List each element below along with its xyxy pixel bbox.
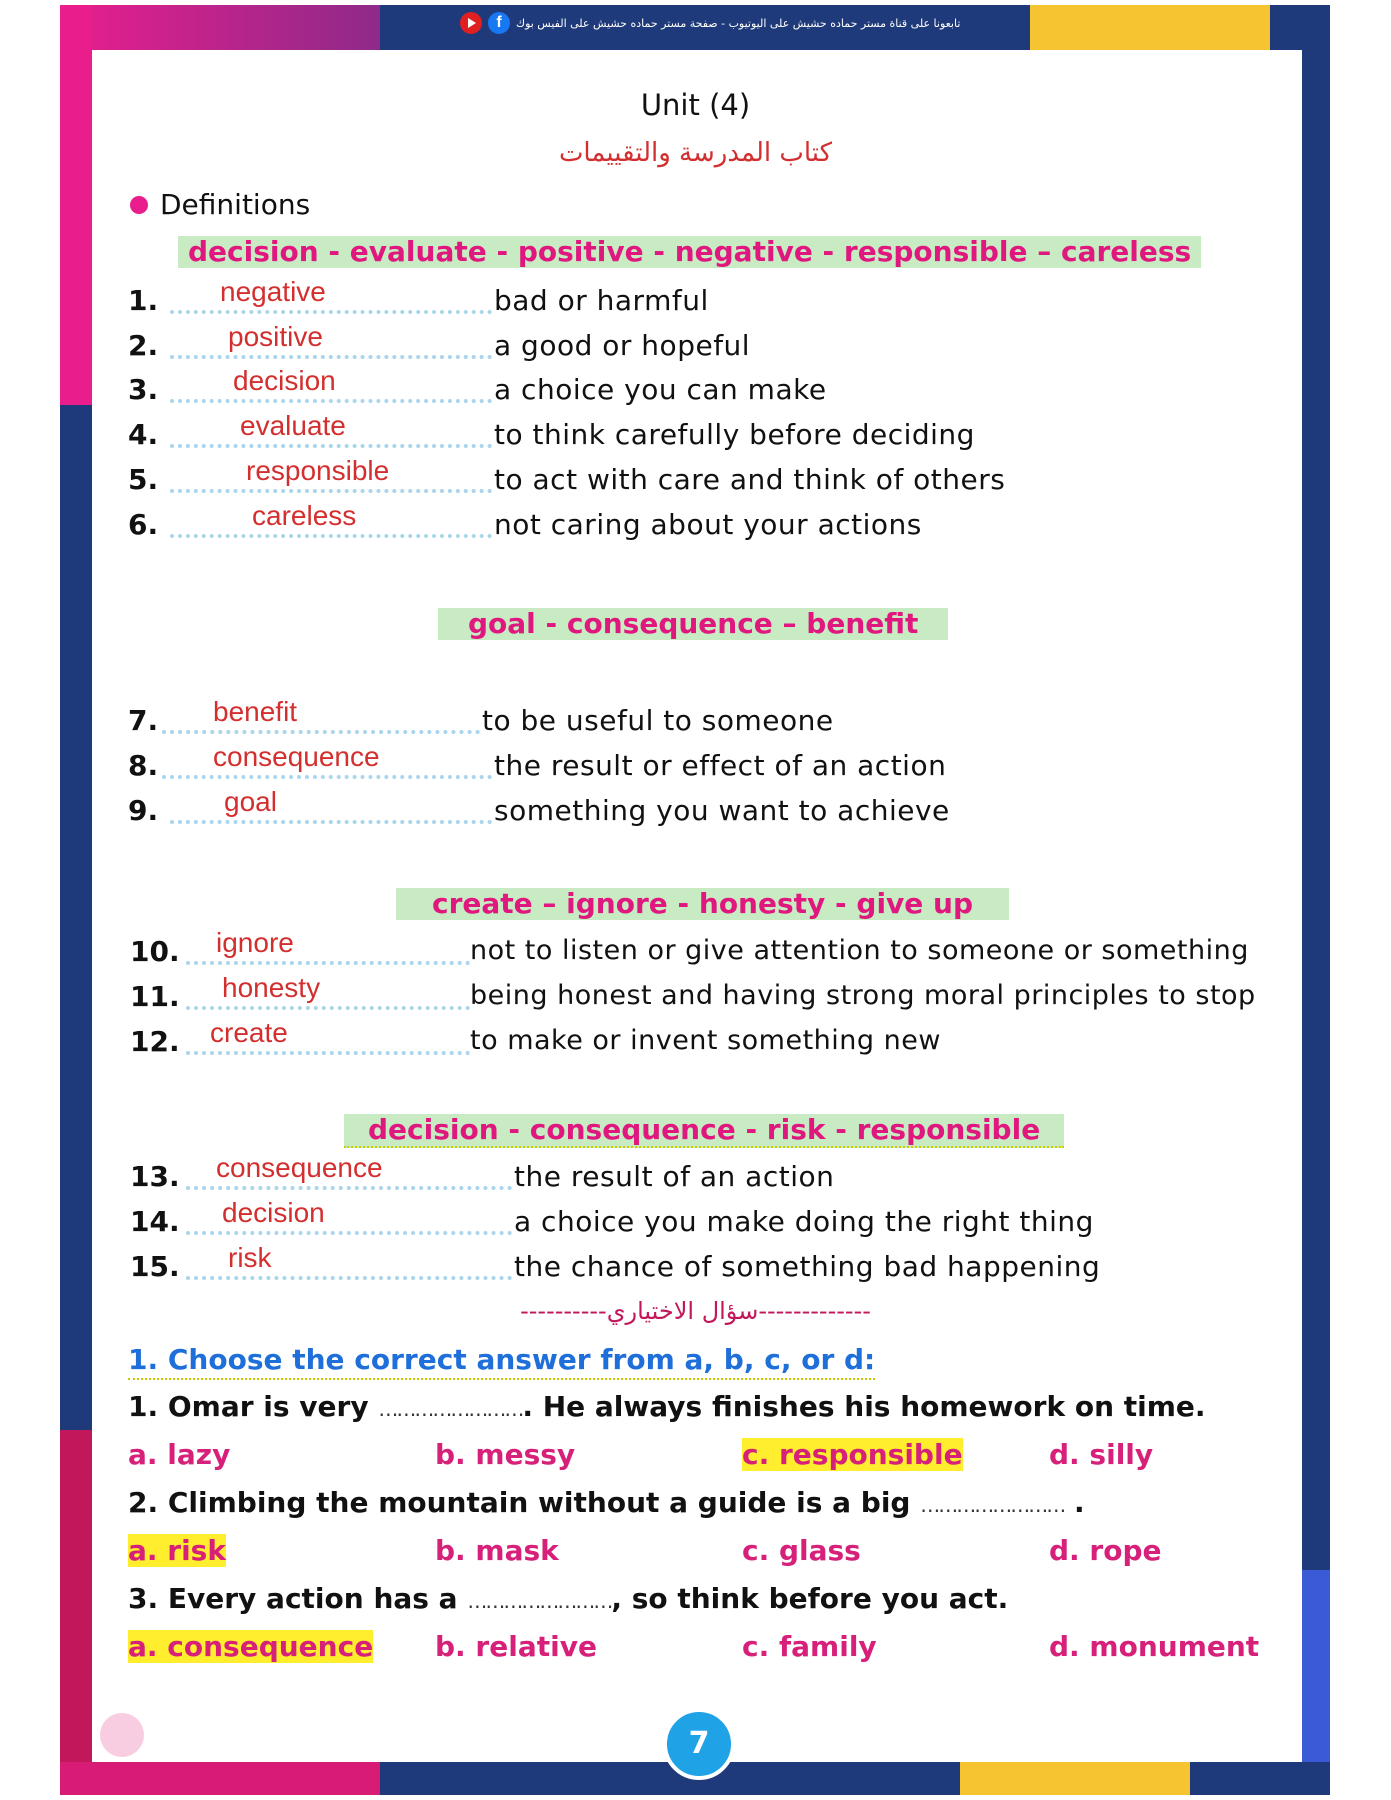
answer-line[interactable] [170, 399, 492, 403]
definition-text: to act with care and think of others [494, 463, 1006, 496]
item-number: 1. [128, 284, 159, 317]
definition-text: being honest and having strong moral principles to stop [470, 980, 1256, 1011]
frame-bottom-accent [60, 1762, 380, 1795]
definition-text: the result of an action [514, 1160, 835, 1193]
definition-text: not to listen or give attention to someone or something [470, 935, 1249, 966]
definition-text: the chance of something bad happening [514, 1250, 1101, 1283]
youtube-icon[interactable] [460, 12, 482, 34]
option-d[interactable]: d. silly [1049, 1438, 1154, 1471]
answer-line[interactable] [186, 1276, 512, 1280]
answer-line[interactable] [170, 820, 492, 824]
item-number: 15. [130, 1250, 180, 1283]
answer-text: negative [220, 276, 326, 307]
page-title: Unit (4) [640, 88, 751, 122]
option-b[interactable]: b. mask [435, 1534, 559, 1567]
answer-blank[interactable]: …………………… [378, 1397, 523, 1421]
frame-right-accent [1302, 1570, 1330, 1790]
frame-right [1302, 5, 1330, 1795]
option-d[interactable]: d. monument [1049, 1630, 1260, 1663]
option-a-correct[interactable]: a. risk [128, 1534, 226, 1567]
item-number: 14. [130, 1205, 180, 1238]
option-d[interactable]: d. rope [1049, 1534, 1162, 1567]
definition-text: the result or effect of an action [494, 749, 947, 782]
question-text-end: . [1064, 1486, 1085, 1519]
item-number: 4. [128, 418, 159, 451]
answer-line[interactable] [170, 489, 492, 493]
answer-line[interactable] [186, 1051, 470, 1055]
option-c[interactable]: c. family [742, 1630, 877, 1663]
item-number: 9. [128, 794, 159, 827]
mcq-divider: ----------سؤال الاختياري------------- [520, 1297, 871, 1325]
answer-text: consequence [213, 741, 380, 772]
item-number: 13. [130, 1160, 180, 1193]
question-text: 3. Every action has a [128, 1582, 468, 1615]
question-text: 2. Climbing the mountain without a guide is a big [128, 1486, 921, 1519]
answer-text: careless [252, 500, 357, 531]
answer-text: decision [222, 1197, 325, 1228]
answer-line[interactable] [186, 1231, 512, 1235]
item-number: 11. [130, 980, 180, 1013]
item-number: 5. [128, 463, 159, 496]
answer-text: evaluate [240, 410, 346, 441]
question-3 [128, 1582, 1008, 1615]
question-text: 1. Omar is very [128, 1390, 379, 1423]
frame-top-accent-yellow [1030, 5, 1270, 50]
answer-text: benefit [213, 696, 298, 727]
question-text-end: . He always finishes his homework on time. [522, 1390, 1206, 1423]
page-number: 7 [663, 1708, 735, 1780]
question-2 [128, 1486, 1085, 1519]
publisher-logo-icon [100, 1713, 144, 1757]
answer-text: honesty [222, 972, 321, 1003]
frame-left-accent-bottom [60, 1430, 92, 1790]
definition-text: to make or invent something new [470, 1025, 941, 1056]
answer-text: positive [228, 321, 323, 352]
answer-line[interactable] [162, 730, 480, 734]
word-bank-4: decision - consequence - risk - responsible [344, 1114, 1064, 1148]
word-bank-1: decision - evaluate - positive - negative - responsible – careless [178, 236, 1201, 268]
option-a[interactable]: a. lazy [128, 1438, 231, 1471]
mcq-heading: 1. Choose the correct answer from a, b, c, or d: [128, 1343, 875, 1380]
definition-text: bad or harmful [494, 284, 709, 317]
page-subtitle: كتاب المدرسة والتقييمات [558, 138, 833, 168]
item-number: 7. [128, 704, 159, 737]
option-c-correct[interactable]: c. responsible [742, 1438, 963, 1471]
answer-line[interactable] [170, 310, 492, 314]
facebook-icon[interactable]: f [488, 12, 510, 34]
definition-text: to think carefully before deciding [494, 418, 975, 451]
frame-left-accent [60, 5, 92, 405]
bullet-icon [130, 196, 148, 214]
option-a-correct[interactable]: a. consequence [128, 1630, 374, 1663]
answer-text: create [210, 1017, 288, 1048]
definition-text: a choice you can make [494, 373, 827, 406]
answer-line[interactable] [186, 961, 470, 965]
answer-text: risk [228, 1242, 272, 1273]
answer-text: ignore [216, 927, 294, 958]
item-number: 2. [128, 329, 159, 362]
answer-line[interactable] [162, 775, 492, 779]
definition-text: a good or hopeful [494, 329, 751, 362]
option-b[interactable]: b. relative [435, 1630, 597, 1663]
answer-line[interactable] [170, 444, 492, 448]
answer-line[interactable] [186, 1186, 512, 1190]
frame-bottom-accent-yellow [960, 1762, 1190, 1795]
answer-blank[interactable]: …………………… [467, 1589, 612, 1613]
item-number: 6. [128, 508, 159, 541]
item-number: 12. [130, 1025, 180, 1058]
header-banner [460, 12, 960, 34]
question-text-end: , so think before you act. [611, 1582, 1009, 1615]
word-bank-2: goal - consequence – benefit [438, 608, 948, 640]
item-number: 10. [130, 935, 180, 968]
definition-text: something you want to achieve [494, 794, 950, 827]
answer-line[interactable] [170, 355, 492, 359]
option-b[interactable]: b. messy [435, 1438, 576, 1471]
item-number: 8. [128, 749, 159, 782]
item-number: 3. [128, 373, 159, 406]
word-bank-3: create – ignore - honesty - give up [396, 888, 1009, 920]
definition-text: not caring about your actions [494, 508, 922, 541]
answer-line[interactable] [186, 1006, 470, 1010]
answer-line[interactable] [170, 534, 492, 538]
definitions-heading [130, 188, 310, 221]
answer-blank[interactable]: …………………… [920, 1493, 1065, 1517]
option-c[interactable]: c. glass [742, 1534, 861, 1567]
answer-text: goal [224, 786, 277, 817]
answer-text: consequence [216, 1152, 383, 1183]
answer-text: decision [233, 365, 336, 396]
frame-top-accent [60, 5, 380, 50]
definition-text: to be useful to someone [482, 704, 834, 737]
answer-text: responsible [246, 455, 390, 486]
banner-text: تابعونا على قناة مستر حماده حشيش على اليوتيوب - صفحة مستر حماده حشيش على الفيس بوك [516, 16, 961, 30]
definition-text: a choice you make doing the right thing [514, 1205, 1094, 1238]
question-1 [128, 1390, 1206, 1423]
definitions-heading-text: Definitions [160, 188, 311, 221]
